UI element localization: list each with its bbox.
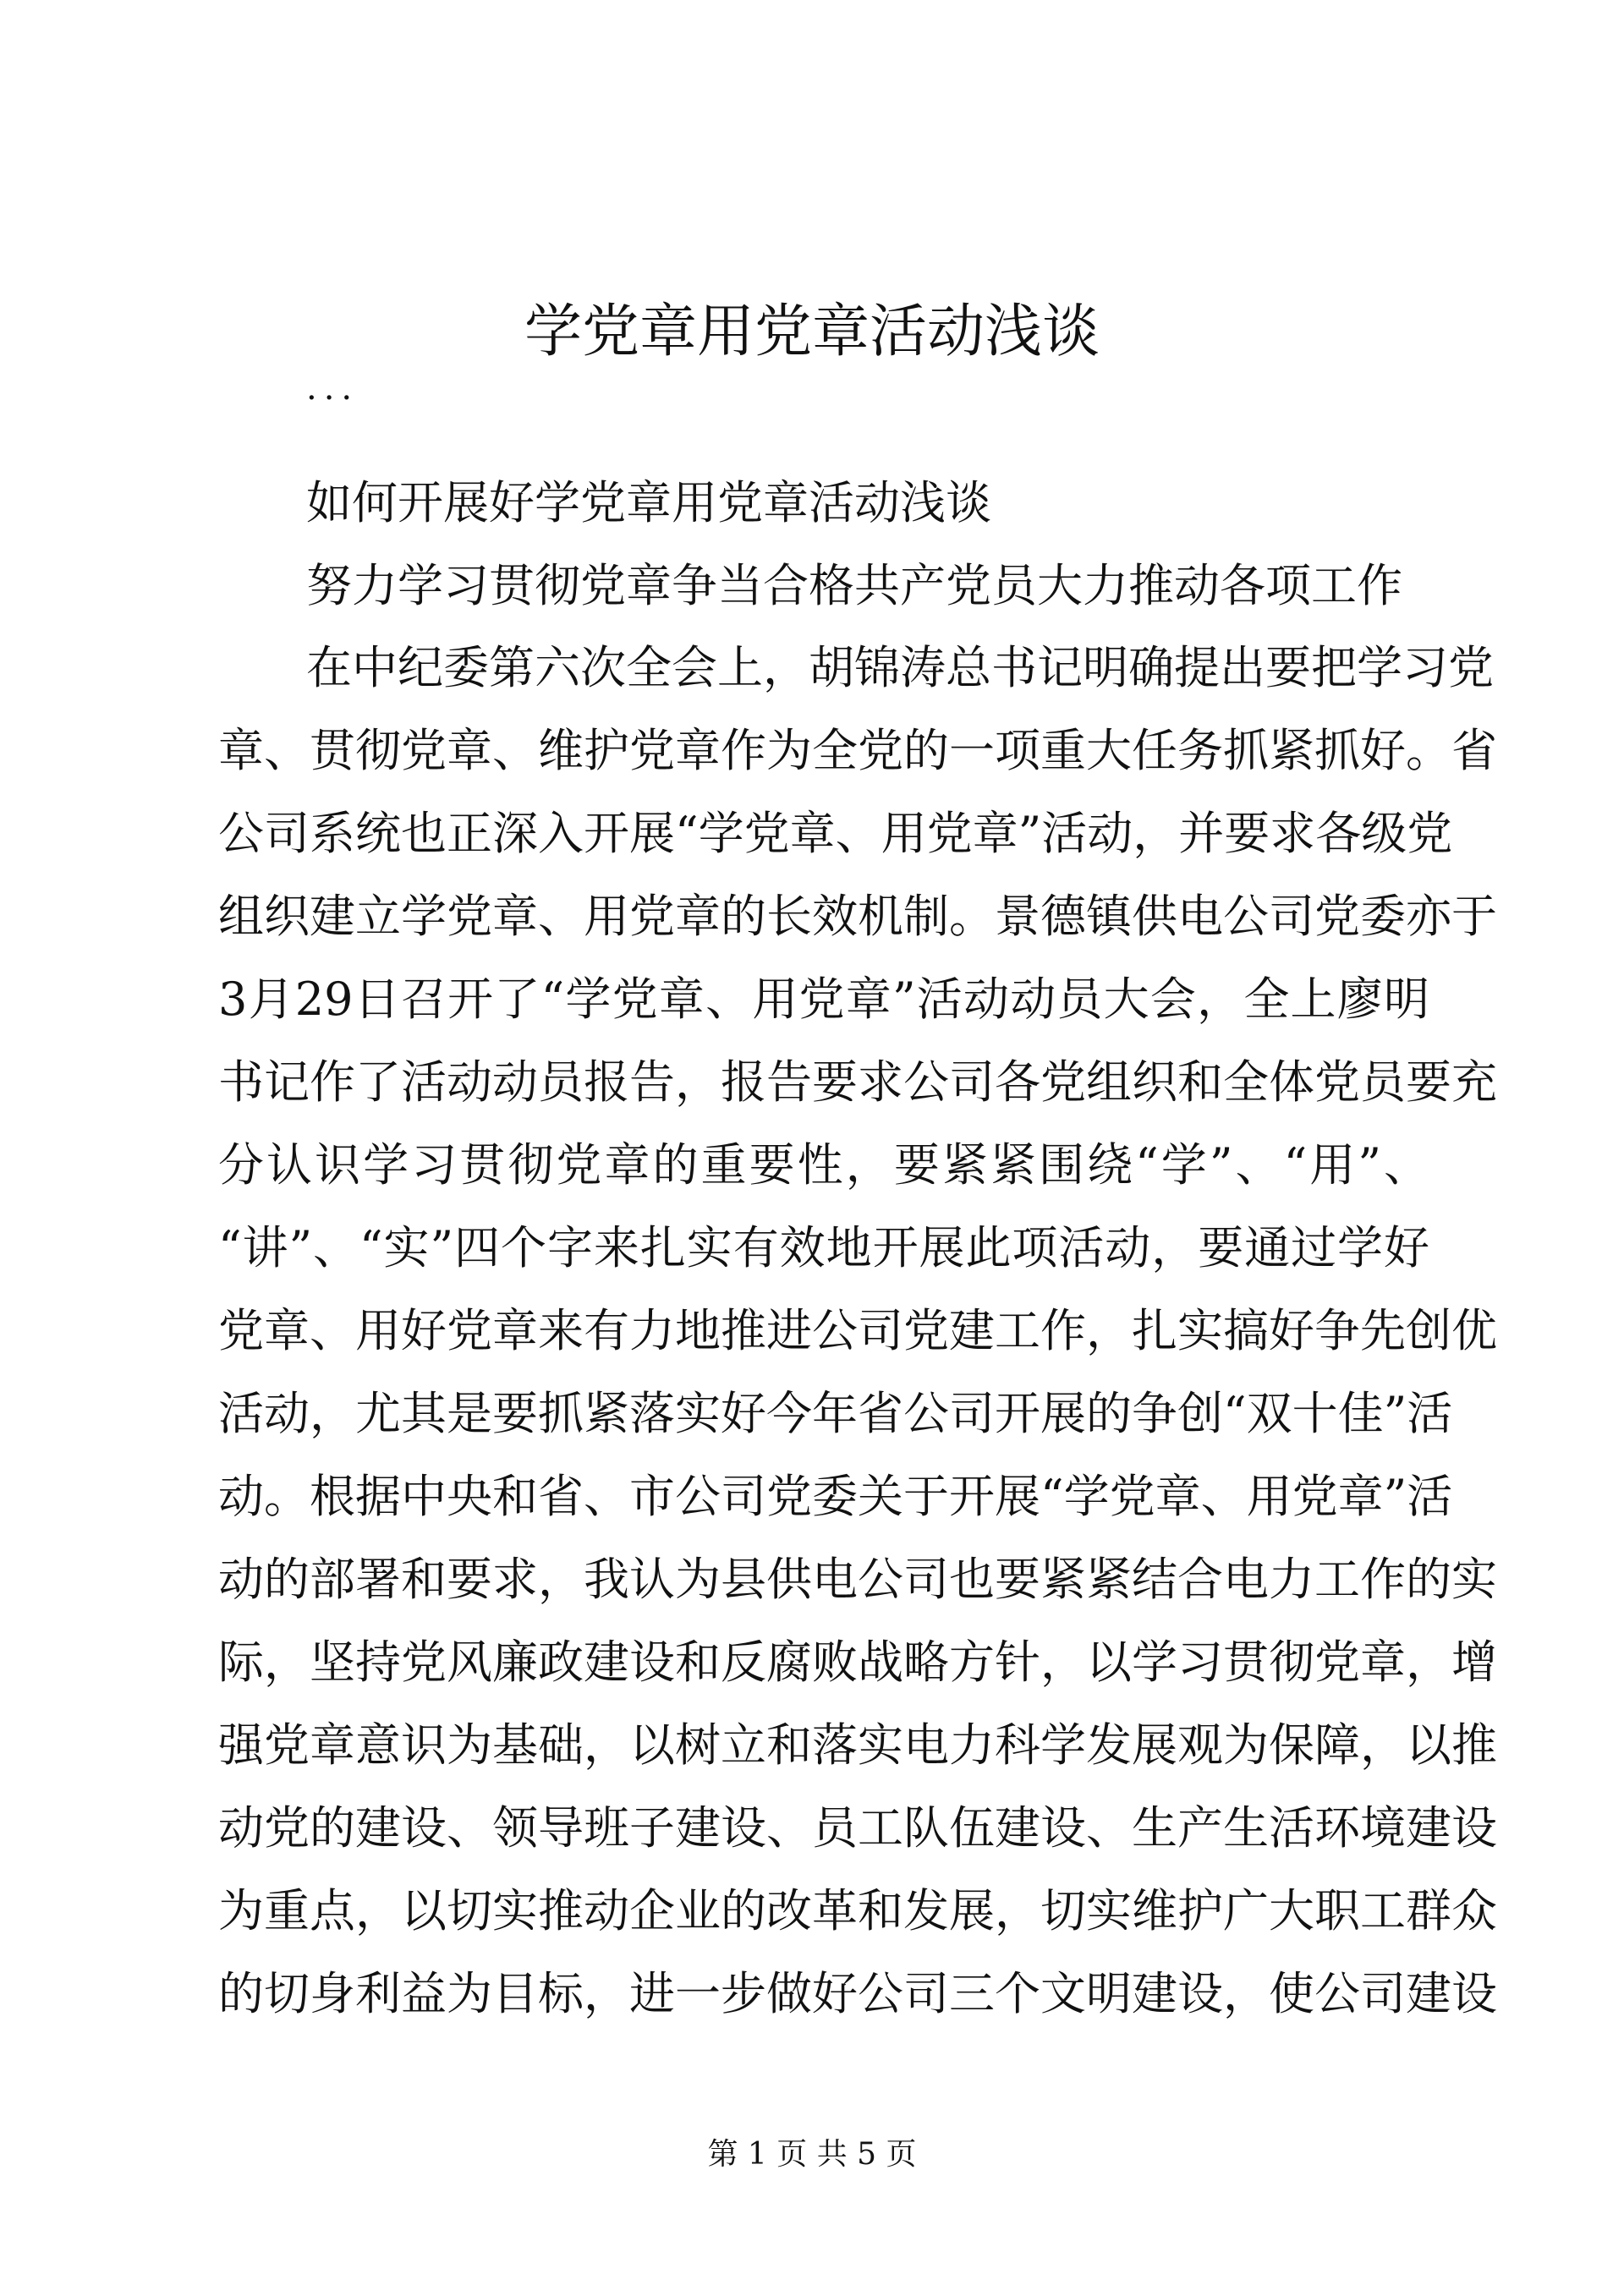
body-line: 章、贯彻党章、维护党章作为全党的一项重大任务抓紧抓好。省 (218, 724, 1497, 777)
ellipsis: ... (306, 369, 359, 408)
body-line: 公司系统也正深入开展“学党章、用党章”活动，并要求各级党 (218, 807, 1453, 860)
body-line: 分认识学习贯彻党章的重要性，要紧紧围绕“学”、“用”、 (218, 1138, 1429, 1192)
body-line: 在中纪委第六次全会上，胡锦涛总书记明确提出要把学习党 (306, 641, 1494, 694)
body-line: 3月29日召开了“学党章、用党章”活动动员大会，全上廖明 (218, 973, 1429, 1026)
page-footer: 第 1 页 共 5 页 (707, 2137, 917, 2172)
body-line: 组织建立学党章、用党章的长效机制。景德镇供电公司党委亦于 (218, 890, 1497, 943)
body-line: 际，坚持党风廉政建设和反腐败战略方针，以学习贯彻党章，增 (218, 1636, 1497, 1689)
body-line: 动。根据中央和省、市公司党委关于开展“学党章、用党章”活 (218, 1470, 1453, 1523)
body-line: 活动，尤其是要抓紧落实好今年省公司开展的争创“双十佳”活 (218, 1387, 1453, 1440)
body-line: 党章、用好党章来有力地推进公司党建工作，扎实搞好争先创优 (218, 1304, 1497, 1357)
body-line: 强党章意识为基础，以树立和落实电力科学发展观为保障，以推 (218, 1718, 1497, 1772)
subtitle-2: 努力学习贯彻党章争当合格共产党员大力推动各项工作 (306, 559, 1402, 612)
document-title: 学党章用党章活动浅谈 (524, 299, 1100, 365)
body-line: “讲”、“实”四个字来扎实有效地开展此项活动，要通过学好 (218, 1221, 1429, 1274)
body-line: 书记作了活动动员报告，报告要求公司各党组织和全体党员要充 (218, 1055, 1497, 1109)
body-line: 动党的建设、领导班子建设、员工队伍建设、生产生活环境建设 (218, 1801, 1497, 1855)
body-line: 的切身利益为目标，进一步做好公司三个文明建设，使公司建设 (218, 1967, 1497, 2020)
body-line: 为重点，以切实推动企业的改革和发展，切实维护广大职工群众 (218, 1884, 1497, 1937)
body-line: 动的部署和要求，我认为县供电公司也要紧紧结合电力工作的实 (218, 1553, 1497, 1606)
subtitle-1: 如何开展好学党章用党章活动浅谈 (306, 476, 991, 529)
